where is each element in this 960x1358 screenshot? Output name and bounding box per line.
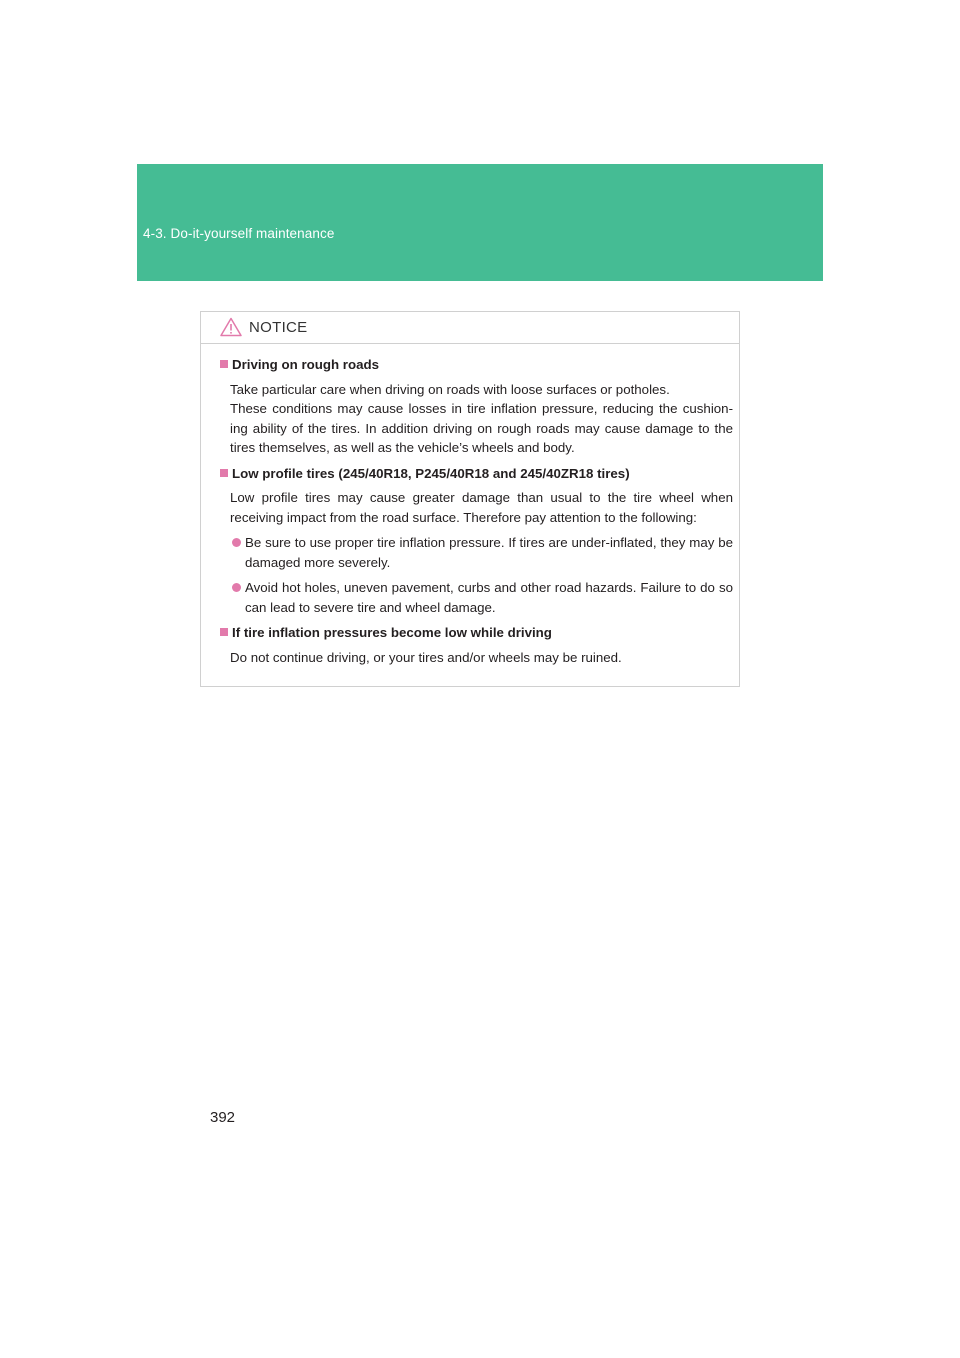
square-bullet-icon <box>220 628 228 636</box>
square-bullet-icon <box>220 469 228 477</box>
paragraph: Take particular care when driving on roads with loose surfaces or potholes. <box>230 381 670 397</box>
paragraph: Low profile tires may cause greater damage than usual to the tire wheel when receiving impact from the road surface. Therefore pay attention to the following: <box>230 490 733 525</box>
paragraph: These conditions may cause losses in tire inflation pressure, reducing the cushion-ing ability of the tires. In addition driving on rough roads may cause damage to the tires themselves, as well as the vehicle’s wheels and body. <box>230 401 733 455</box>
section-heading: Low profile tires (245/40R18, P245/40R18 and 245/40ZR18 tires) <box>220 464 733 484</box>
warning-triangle-icon <box>220 317 242 337</box>
list-item: Be sure to use proper tire inflation pressure. If tires are under-inflated, they may be damaged more severely. <box>232 533 733 572</box>
round-bullet-icon <box>232 583 241 592</box>
notice-body <box>201 344 739 667</box>
section-heading: Driving on rough roads <box>220 355 733 375</box>
list-item: Avoid hot holes, uneven pavement, curbs and other road hazards. Failure to do so can lead to severe tire and wheel damage. <box>232 578 733 617</box>
notice-title: NOTICE <box>249 319 308 336</box>
notice-box <box>200 311 740 687</box>
round-bullet-icon <box>232 538 241 547</box>
square-bullet-icon <box>220 360 228 368</box>
header-band <box>137 164 823 281</box>
page-number: 392 <box>210 1109 236 1126</box>
notice-header <box>201 312 739 344</box>
paragraph: Do not continue driving, or your tires and/or wheels may be ruined. <box>230 649 622 665</box>
section-label: 4-3. Do-it-yourself maintenance <box>143 226 335 241</box>
section-heading: If tire inflation pressures become low while driving <box>220 623 733 643</box>
